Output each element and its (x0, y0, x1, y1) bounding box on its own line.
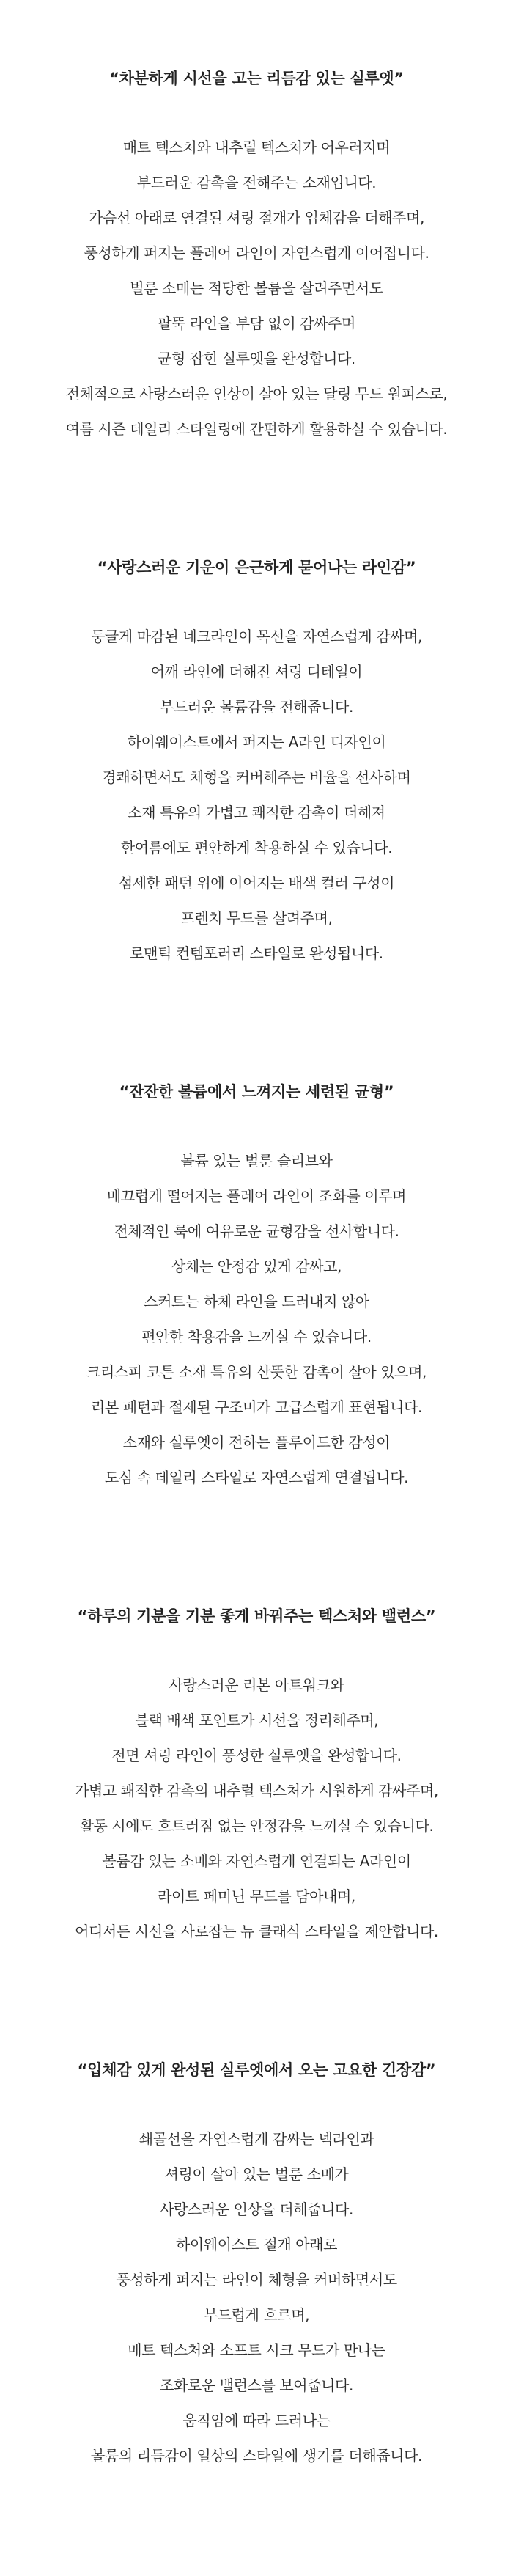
section-line: 라이트 페미닌 무드를 담아내며, (158, 1887, 355, 1905)
section-line: 사랑스러운 리본 아트워크와 (169, 1676, 344, 1694)
section-line: 도심 속 데일리 스타일로 자연스럽게 연결됩니다. (104, 1469, 409, 1486)
section-line: 팔뚝 라인을 부담 없이 감싸주며 (158, 315, 355, 332)
section-body (0, 1143, 513, 1495)
section-line: 전체적으로 사랑스러운 인상이 살아 있는 달링 무드 원피스로, (65, 385, 448, 403)
section-line: 가슴선 아래로 연결된 셔링 절개가 입체감을 더해주며, (89, 209, 424, 227)
section-body (0, 2121, 513, 2473)
section-line: 소재 특유의 가볍고 쾌적한 감촉이 더해져 (128, 804, 385, 821)
section-line: 활동 시에도 흐트러짐 없는 안정감을 느끼실 수 있습니다. (79, 1817, 434, 1835)
section-line: 하이웨이스트 절개 아래로 (175, 2236, 338, 2253)
section-line: 부드러운 볼륨감을 전해줍니다. (160, 698, 353, 716)
section-line: 볼륨감 있는 소매와 자연스럽게 연결되는 A라인이 (102, 1852, 411, 1870)
section-line: 경쾌하면서도 체형을 커버해주는 비율을 선사하며 (102, 768, 411, 786)
section-line: 소재와 실루엣이 전하는 플루이드한 감성이 (122, 1434, 391, 1451)
section-line: 부드러운 감촉을 전해주는 소재입니다. (136, 174, 377, 191)
section-line: 부드럽게 흐르며, (203, 2306, 310, 2324)
section-title: “잔잔한 볼륨에서 느껴지는 세련된 균형” (119, 1083, 394, 1101)
section-line: 사랑스러운 인상을 더해줍니다. (160, 2201, 353, 2218)
section-title: “사랑스러운 기운이 은근하게 묻어나는 라인감” (97, 559, 416, 576)
section-line: 셔링이 살아 있는 벌룬 소매가 (164, 2165, 349, 2183)
section-line: 리본 패턴과 절제된 구조미가 고급스럽게 표현됩니다. (91, 1398, 422, 1416)
description-section-3 (0, 1081, 513, 1495)
section-line: 매트 텍스처와 내추럴 텍스처가 어우러지며 (122, 139, 391, 156)
description-section-2 (0, 557, 513, 971)
description-section-5 (0, 2059, 513, 2473)
section-line: 한여름에도 편안하게 착용하실 수 있습니다. (120, 839, 393, 856)
section-line: 조화로운 밸런스를 보여줍니다. (160, 2377, 353, 2394)
section-line: 상체는 안정감 있게 감싸고, (171, 1258, 342, 1275)
section-line: 움직임에 따라 드러나는 (182, 2412, 331, 2429)
section-line: 볼륨 있는 벌룬 슬리브와 (180, 1152, 333, 1170)
section-title: “하루의 기분을 기분 좋게 바꿔주는 텍스처와 밸런스” (77, 1607, 436, 1625)
section-body (0, 619, 513, 971)
section-line: 전체적인 룩에 여유로운 균형감을 선사합니다. (114, 1222, 399, 1240)
section-line: 둥글게 마감된 네크라인이 목선을 자연스럽게 감싸며, (91, 628, 422, 645)
section-line: 어디서든 시선을 사로잡는 뉴 클래식 스타일을 제안합니다. (75, 1923, 438, 1940)
section-line: 풍성하게 퍼지는 플레어 라인이 자연스럽게 이어집니다. (84, 244, 429, 262)
section-line: 벌룬 소매는 적당한 볼륨을 살려주면서도 (130, 279, 383, 297)
section-line: 로맨틱 컨템포러리 스타일로 완성됩니다. (130, 944, 383, 962)
section-title: “입체감 있게 완성된 실루엣에서 오는 고요한 긴장감” (77, 2061, 436, 2079)
description-section-4 (0, 1605, 513, 1949)
section-line: 매트 텍스처와 소프트 시크 무드가 만나는 (128, 2341, 385, 2359)
section-line: 크리스피 코튼 소재 특유의 산뜻한 감촉이 살아 있으며, (86, 1363, 427, 1381)
section-line: 섬세한 패턴 위에 이어지는 배색 컬러 구성이 (118, 874, 395, 892)
section-line: 전면 셔링 라인이 풍성한 실루엣을 완성합니다. (111, 1747, 402, 1764)
section-body (0, 130, 513, 447)
section-line: 하이웨이스트에서 퍼지는 A라인 디자인이 (127, 733, 386, 751)
section-body (0, 1667, 513, 1949)
section-line: 쇄골선을 자연스럽게 감싸는 넥라인과 (139, 2130, 374, 2148)
section-line: 스커트는 하체 라인을 드러내지 않아 (144, 1293, 369, 1310)
description-section-1 (0, 67, 513, 447)
section-title: “차분하게 시선을 고는 리듬감 있는 실루엣” (109, 70, 404, 87)
section-line: 여름 시즌 데일리 스타일링에 간편하게 활용하실 수 있습니다. (65, 420, 448, 438)
section-line: 매끄럽게 떨어지는 플레어 라인이 조화를 이루며 (106, 1187, 407, 1205)
section-line: 균형 잡힌 실루엣을 완성합니다. (158, 350, 355, 367)
section-line: 풍성하게 퍼지는 라인이 체형을 커버하면서도 (116, 2271, 397, 2289)
section-line: 볼륨의 리듬감이 일상의 스타일에 생기를 더해줍니다. (91, 2447, 422, 2465)
section-line: 편안한 착용감을 느끼실 수 있습니다. (141, 1328, 372, 1346)
section-line: 블랙 배색 포인트가 시선을 정리해주며, (134, 1711, 379, 1729)
section-line: 어깨 라인에 더해진 셔링 디테일이 (150, 663, 363, 680)
section-line: 가볍고 쾌적한 감촉의 내추럴 텍스처가 시원하게 감싸주며, (75, 1782, 438, 1799)
section-line: 프렌치 무드를 살려주며, (180, 909, 333, 927)
